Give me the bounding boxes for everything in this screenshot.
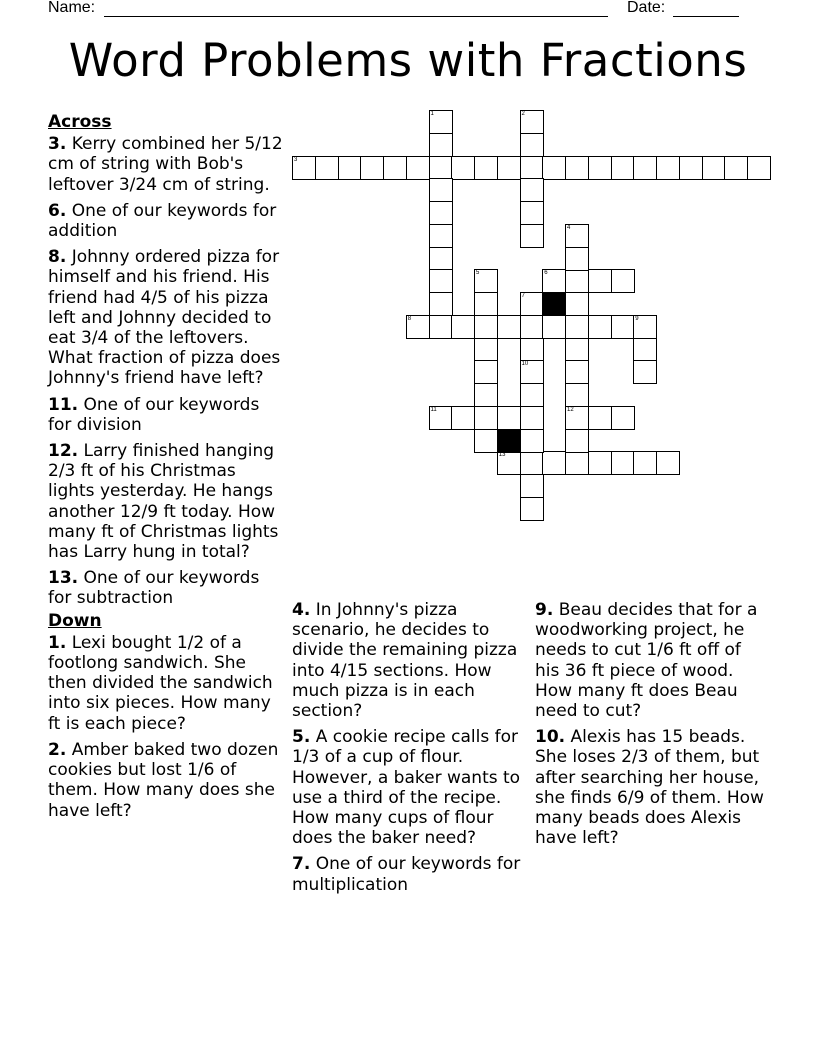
- clues-column-2: [292, 600, 522, 901]
- grid-cell[interactable]: [520, 224, 544, 248]
- down-heading: Down: [48, 610, 102, 631]
- clue-across-6: [48, 201, 284, 241]
- grid-cell[interactable]: [520, 156, 544, 180]
- grid-cell[interactable]: [656, 156, 680, 180]
- grid-cell[interactable]: [565, 406, 589, 430]
- grid-cell[interactable]: [588, 451, 612, 475]
- grid-cell[interactable]: [497, 406, 521, 430]
- name-line: [104, 16, 608, 17]
- grid-cell[interactable]: [542, 156, 566, 180]
- header: [48, 0, 748, 20]
- clue-text: Johnny ordered pizza for himself and his friend. His friend had 4/5 of his pizza left and Johnny decided to eat 3/4 of the leftovers. What fraction of pizza does Johnny's friend have left?: [48, 247, 281, 389]
- grid-cell[interactable]: [474, 406, 498, 430]
- clue-text: A cookie recipe calls for 1/3 of a cup of flour. However, a baker wants to use a third of the recipe. How many cups of flour does the baker need?: [292, 727, 521, 849]
- clue-down-9: [535, 600, 765, 721]
- grid-cell[interactable]: [315, 156, 339, 180]
- grid-cell[interactable]: [520, 110, 544, 134]
- clue-text: One of our keywords for division: [48, 394, 260, 435]
- grid-cell[interactable]: [633, 360, 657, 384]
- grid-cell[interactable]: [520, 315, 544, 339]
- grid-cell[interactable]: [429, 224, 453, 248]
- grid-cell[interactable]: [474, 383, 498, 407]
- clue-across-12: [48, 441, 284, 562]
- grid-cell[interactable]: [520, 383, 544, 407]
- clue-number: 11.: [48, 394, 79, 415]
- clue-down-1: [48, 633, 284, 734]
- grid-cell[interactable]: [474, 360, 498, 384]
- grid-cell[interactable]: [565, 360, 589, 384]
- grid-cell[interactable]: [520, 474, 544, 498]
- clue-down-10: [535, 727, 765, 848]
- clue-number: 10.: [535, 727, 566, 748]
- grid-cell[interactable]: [565, 292, 589, 316]
- grid-cell[interactable]: [633, 451, 657, 475]
- clue-text: In Johnny's pizza scenario, he decides to divide the remaining pizza into 4/15 sections. How much pizza is in each section?: [292, 600, 518, 722]
- grid-cell[interactable]: [292, 156, 316, 180]
- clue-text: Alexis has 15 beads. She loses 2/3 of them, but after searching her house, she finds 6/9 of them. How many beads does Alexis have left?: [535, 727, 764, 849]
- grid-cell[interactable]: [451, 156, 475, 180]
- grid-cell[interactable]: [520, 338, 544, 362]
- grid-cell[interactable]: [520, 429, 544, 453]
- grid-cell[interactable]: [429, 269, 453, 293]
- grid-cell[interactable]: [429, 156, 453, 180]
- grid-cell[interactable]: [383, 156, 407, 180]
- cell-number: 5: [476, 270, 480, 277]
- grid-cell[interactable]: [611, 156, 635, 180]
- grid-cell[interactable]: [588, 156, 612, 180]
- grid-cell[interactable]: [429, 201, 453, 225]
- grid-cell[interactable]: [656, 451, 680, 475]
- clue-number: 7.: [292, 854, 311, 875]
- grid-cell[interactable]: [474, 292, 498, 316]
- grid-cell[interactable]: [429, 247, 453, 271]
- clue-number: 8.: [48, 247, 67, 268]
- grid-cell[interactable]: [360, 156, 384, 180]
- grid-cell[interactable]: [565, 429, 589, 453]
- grid-cell[interactable]: [565, 156, 589, 180]
- grid-cell[interactable]: [542, 315, 566, 339]
- cell-number: 4: [567, 224, 571, 231]
- grid-cell[interactable]: [565, 315, 589, 339]
- clue-across-11: [48, 395, 284, 435]
- grid-cell[interactable]: [497, 156, 521, 180]
- name-label: Name:: [48, 0, 96, 16]
- cell-number: 13: [498, 452, 506, 459]
- grid-cell[interactable]: [565, 247, 589, 271]
- clue-text: One of our keywords for multiplication: [292, 854, 521, 895]
- grid-cell[interactable]: [429, 315, 453, 339]
- clue-text: One of our keywords for subtraction: [48, 568, 260, 609]
- grid-cell[interactable]: [565, 338, 589, 362]
- grid-cell[interactable]: [565, 224, 589, 248]
- grid-cell[interactable]: [520, 451, 544, 475]
- date-label: Date:: [627, 0, 666, 16]
- grid-cell[interactable]: [474, 269, 498, 293]
- cell-number: 6: [544, 270, 548, 277]
- grid-cell[interactable]: [520, 360, 544, 384]
- clue-down-2: [48, 740, 284, 821]
- cell-number: 7: [521, 293, 525, 299]
- clue-across-8: [48, 247, 284, 388]
- grid-cell[interactable]: [702, 156, 726, 180]
- clue-text: Larry finished hanging 2/3 ft of his Christmas lights yesterday. He hangs another 12/9 ft today. How many ft of Christmas lights has Larry hung in total?: [48, 441, 279, 563]
- clue-text: One of our keywords for addition: [48, 200, 277, 242]
- clue-number: 3.: [48, 134, 67, 155]
- grid-cell[interactable]: [474, 315, 498, 339]
- clue-number: 6.: [48, 200, 67, 221]
- grid-cell[interactable]: [611, 451, 635, 475]
- grid-cell[interactable]: [474, 429, 498, 453]
- grid-cell[interactable]: [406, 156, 430, 180]
- grid-cell[interactable]: [497, 451, 521, 475]
- grid-cell[interactable]: [588, 315, 612, 339]
- clue-number: 1.: [48, 632, 67, 653]
- grid-cell[interactable]: [542, 269, 566, 293]
- grid-cell[interactable]: [565, 269, 589, 293]
- clues-column-1: [48, 112, 284, 827]
- grid-cell[interactable]: [588, 269, 612, 293]
- clue-down-5: [292, 727, 522, 848]
- cell-number: 9: [635, 315, 639, 322]
- across-heading: Across: [48, 112, 112, 132]
- grid-cell[interactable]: [474, 156, 498, 180]
- clue-text: Beau decides that for a woodworking project, he needs to cut 1/6 ft off of his 36 ft piece of wood. How many ft does Beau need to cut?: [535, 600, 758, 722]
- grid-cell[interactable]: [451, 315, 475, 339]
- clue-text: Amber baked two dozen cookies but lost 1/6 of them. How many does she have left?: [48, 739, 279, 821]
- clue-down-7: [292, 854, 522, 894]
- cell-number: 1: [430, 111, 434, 117]
- grid-cell[interactable]: [611, 406, 635, 430]
- grid-cell[interactable]: [520, 178, 544, 202]
- grid-cell[interactable]: [520, 497, 544, 521]
- grid-cell[interactable]: [565, 383, 589, 407]
- cell-number: 10: [521, 361, 529, 368]
- cell-number: 12: [567, 406, 574, 413]
- grid-block: [497, 429, 521, 453]
- grid-cell[interactable]: [520, 292, 544, 316]
- grid-cell[interactable]: [474, 338, 498, 362]
- cell-number: 11: [430, 406, 437, 413]
- clue-across-13: [48, 568, 284, 608]
- grid-cell[interactable]: [429, 110, 453, 134]
- clue-text: Lexi bought 1/2 of a footlong sandwich. She then divided the sandwich into six pieces. How many ft is each piece?: [48, 632, 273, 734]
- grid-cell[interactable]: [611, 269, 635, 293]
- grid-cell[interactable]: [520, 406, 544, 430]
- clue-number: 4.: [292, 600, 311, 620]
- grid-cell[interactable]: [429, 292, 453, 316]
- grid-cell[interactable]: [679, 156, 703, 180]
- grid-cell[interactable]: [611, 315, 635, 339]
- grid-cell[interactable]: [542, 451, 566, 475]
- grid-cell[interactable]: [429, 133, 453, 157]
- grid-cell[interactable]: [497, 315, 521, 339]
- grid-cell[interactable]: [429, 178, 453, 202]
- grid-cell[interactable]: [429, 406, 453, 430]
- grid-cell[interactable]: [406, 315, 430, 339]
- page-title: Word Problems with Fractions: [68, 34, 748, 87]
- grid-cell[interactable]: [520, 201, 544, 225]
- clue-number: 2.: [48, 739, 67, 760]
- grid-cell[interactable]: [633, 338, 657, 362]
- grid-cell[interactable]: [724, 156, 748, 180]
- cell-number: 8: [407, 315, 412, 322]
- clues-column-3: [535, 600, 765, 854]
- grid-cell[interactable]: [520, 133, 544, 157]
- grid-cell[interactable]: [565, 451, 589, 475]
- grid-cell[interactable]: [451, 406, 475, 430]
- clue-number: 13.: [48, 568, 79, 589]
- date-line: [673, 16, 739, 17]
- clue-number: 5.: [292, 727, 311, 748]
- grid-cell[interactable]: [747, 156, 771, 180]
- cell-number: 3: [294, 156, 298, 163]
- clue-text: Kerry combined her 5/12 cm of string with Bob's leftover 3/24 cm of string.: [48, 134, 283, 195]
- clue-number: 12.: [48, 441, 79, 462]
- clue-number: 9.: [535, 600, 554, 620]
- grid-cell[interactable]: [633, 315, 657, 339]
- cell-number: 2: [521, 111, 525, 117]
- clue-down-4: [292, 600, 522, 721]
- grid-cell[interactable]: [633, 156, 657, 180]
- grid-cell[interactable]: [338, 156, 362, 180]
- grid-cell[interactable]: [588, 406, 612, 430]
- grid-block: [542, 292, 566, 316]
- clue-across-3: [48, 134, 284, 195]
